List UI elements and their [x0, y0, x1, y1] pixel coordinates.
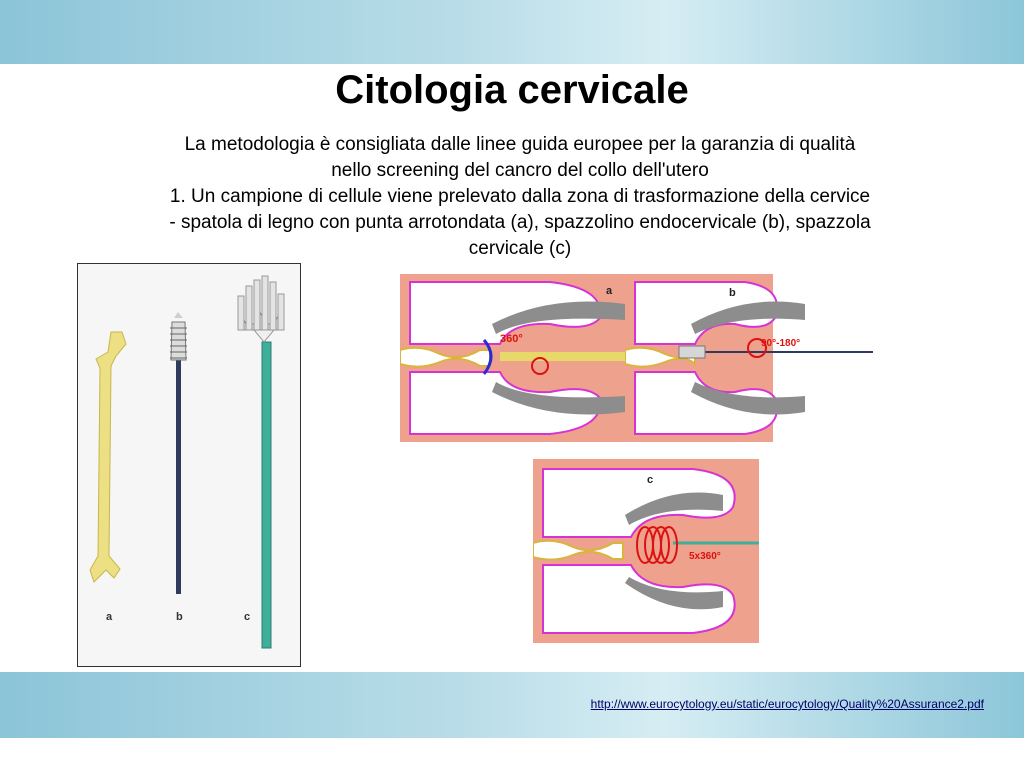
body-line-2: nello screening del cancro del collo dell'utero [331, 160, 709, 181]
body-line-4: - spatola di legno con punta arrotondata (a), spazzolino endocervicale (b), spazzola [169, 212, 871, 233]
tool-label-b: b [176, 611, 183, 623]
cervix-diagram-b [625, 274, 873, 442]
slide-title: Citologia cervicale [335, 68, 689, 112]
cervix-diagram-a [400, 274, 625, 442]
sampling-tools-illustration [78, 264, 300, 666]
slide-body [90, 132, 950, 262]
wooden-spatula [90, 332, 126, 582]
tool-label-a: a [106, 611, 113, 623]
cervical-broom [238, 276, 284, 648]
rotation-label-a: 360° [500, 333, 523, 345]
rotation-label-b: 90°-180° [761, 338, 801, 349]
source-link[interactable]: http://www.eurocytology.eu/static/eurocytology/Quality%20Assurance2.pdf [590, 697, 984, 711]
sampling-tools-figure [77, 263, 301, 667]
body-line-3: 1. Un campione di cellule viene prelevato dalla zona di trasformazione della cervice [169, 186, 871, 207]
top-band [0, 0, 1024, 64]
tool-label-c: c [244, 611, 251, 623]
diagram-label-b: b [729, 287, 736, 299]
endocervical-brush [170, 312, 187, 594]
body-line-5: cervicale (c) [468, 238, 572, 259]
rotation-label-c: 5x360° [689, 551, 721, 562]
diagram-label-a: a [606, 285, 613, 297]
body-line-1: La metodologia è consigliata dalle linee guida europee per la garanzia di qualità [184, 134, 856, 155]
diagram-label-c: c [647, 474, 654, 486]
cervix-diagram-c [533, 459, 759, 643]
